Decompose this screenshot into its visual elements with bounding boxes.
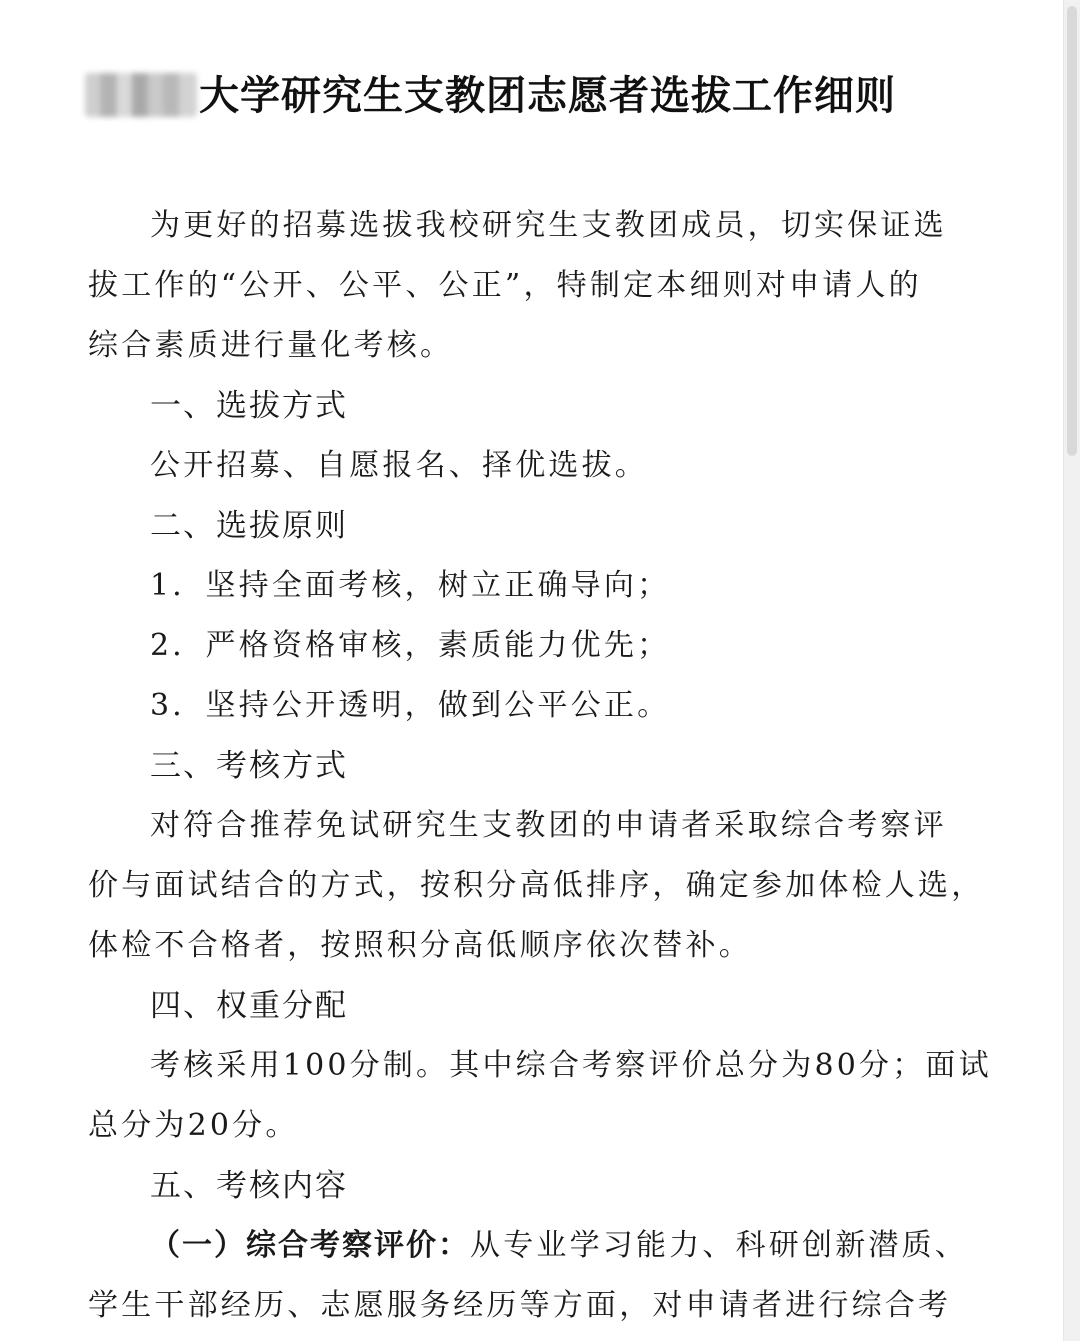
scrollbar-thumb[interactable] xyxy=(1067,6,1077,456)
list-item: 3．坚持公开透明，做到公平公正。 xyxy=(150,688,671,723)
subsection-text: 从专业学习能力、科研创新潜质、 xyxy=(470,1228,968,1263)
section-heading: 二、选拔原则 xyxy=(150,508,348,544)
section-heading: 四、权重分配 xyxy=(150,988,348,1024)
paragraph-line: 公开招募、自愿报名、择优选拔。 xyxy=(150,448,648,483)
redacted-university-name xyxy=(85,73,197,117)
document-title xyxy=(85,62,965,122)
paragraph-line: 价与面试结合的方式，按积分高低排序，确定参加体检人选， xyxy=(88,868,985,903)
paragraph-line: 总分为20分。 xyxy=(88,1108,299,1143)
paragraph-line: 拔工作的“公开、公平、公正”，特制定本细则对申请人的 xyxy=(88,268,922,303)
section-heading: 三、考核方式 xyxy=(150,748,348,784)
paragraph-line: 为更好的招募选拔我校研究生支教团成员，切实保证选 xyxy=(150,208,947,243)
title-text: 大学研究生支教团志愿者选拔工作细则 xyxy=(199,72,896,119)
paragraph-line: 体检不合格者，按照积分高低顺序依次替补。 xyxy=(88,928,752,963)
list-item: 1．坚持全面考核，树立正确导向； xyxy=(150,568,671,603)
paragraph-line: 学生干部经历、志愿服务经历等方面，对申请者进行综合考 xyxy=(88,1288,952,1323)
section-heading: 五、考核内容 xyxy=(150,1168,348,1204)
paragraph-line: 综合素质进行量化考核。 xyxy=(88,328,454,363)
vertical-scrollbar[interactable] xyxy=(1063,0,1080,1341)
paragraph-line: 对符合推荐免试研究生支教团的申请者采取综合考察评 xyxy=(150,808,947,843)
paragraph-line: 考核采用100分制。其中综合考察评价总分为80分；面试 xyxy=(150,1048,992,1083)
subsection-line xyxy=(150,1216,1000,1276)
subsection-title: （一）综合考察评价： xyxy=(150,1228,470,1263)
section-heading: 一、选拔方式 xyxy=(150,388,348,424)
list-item: 2．严格资格审核，素质能力优先； xyxy=(150,628,671,663)
